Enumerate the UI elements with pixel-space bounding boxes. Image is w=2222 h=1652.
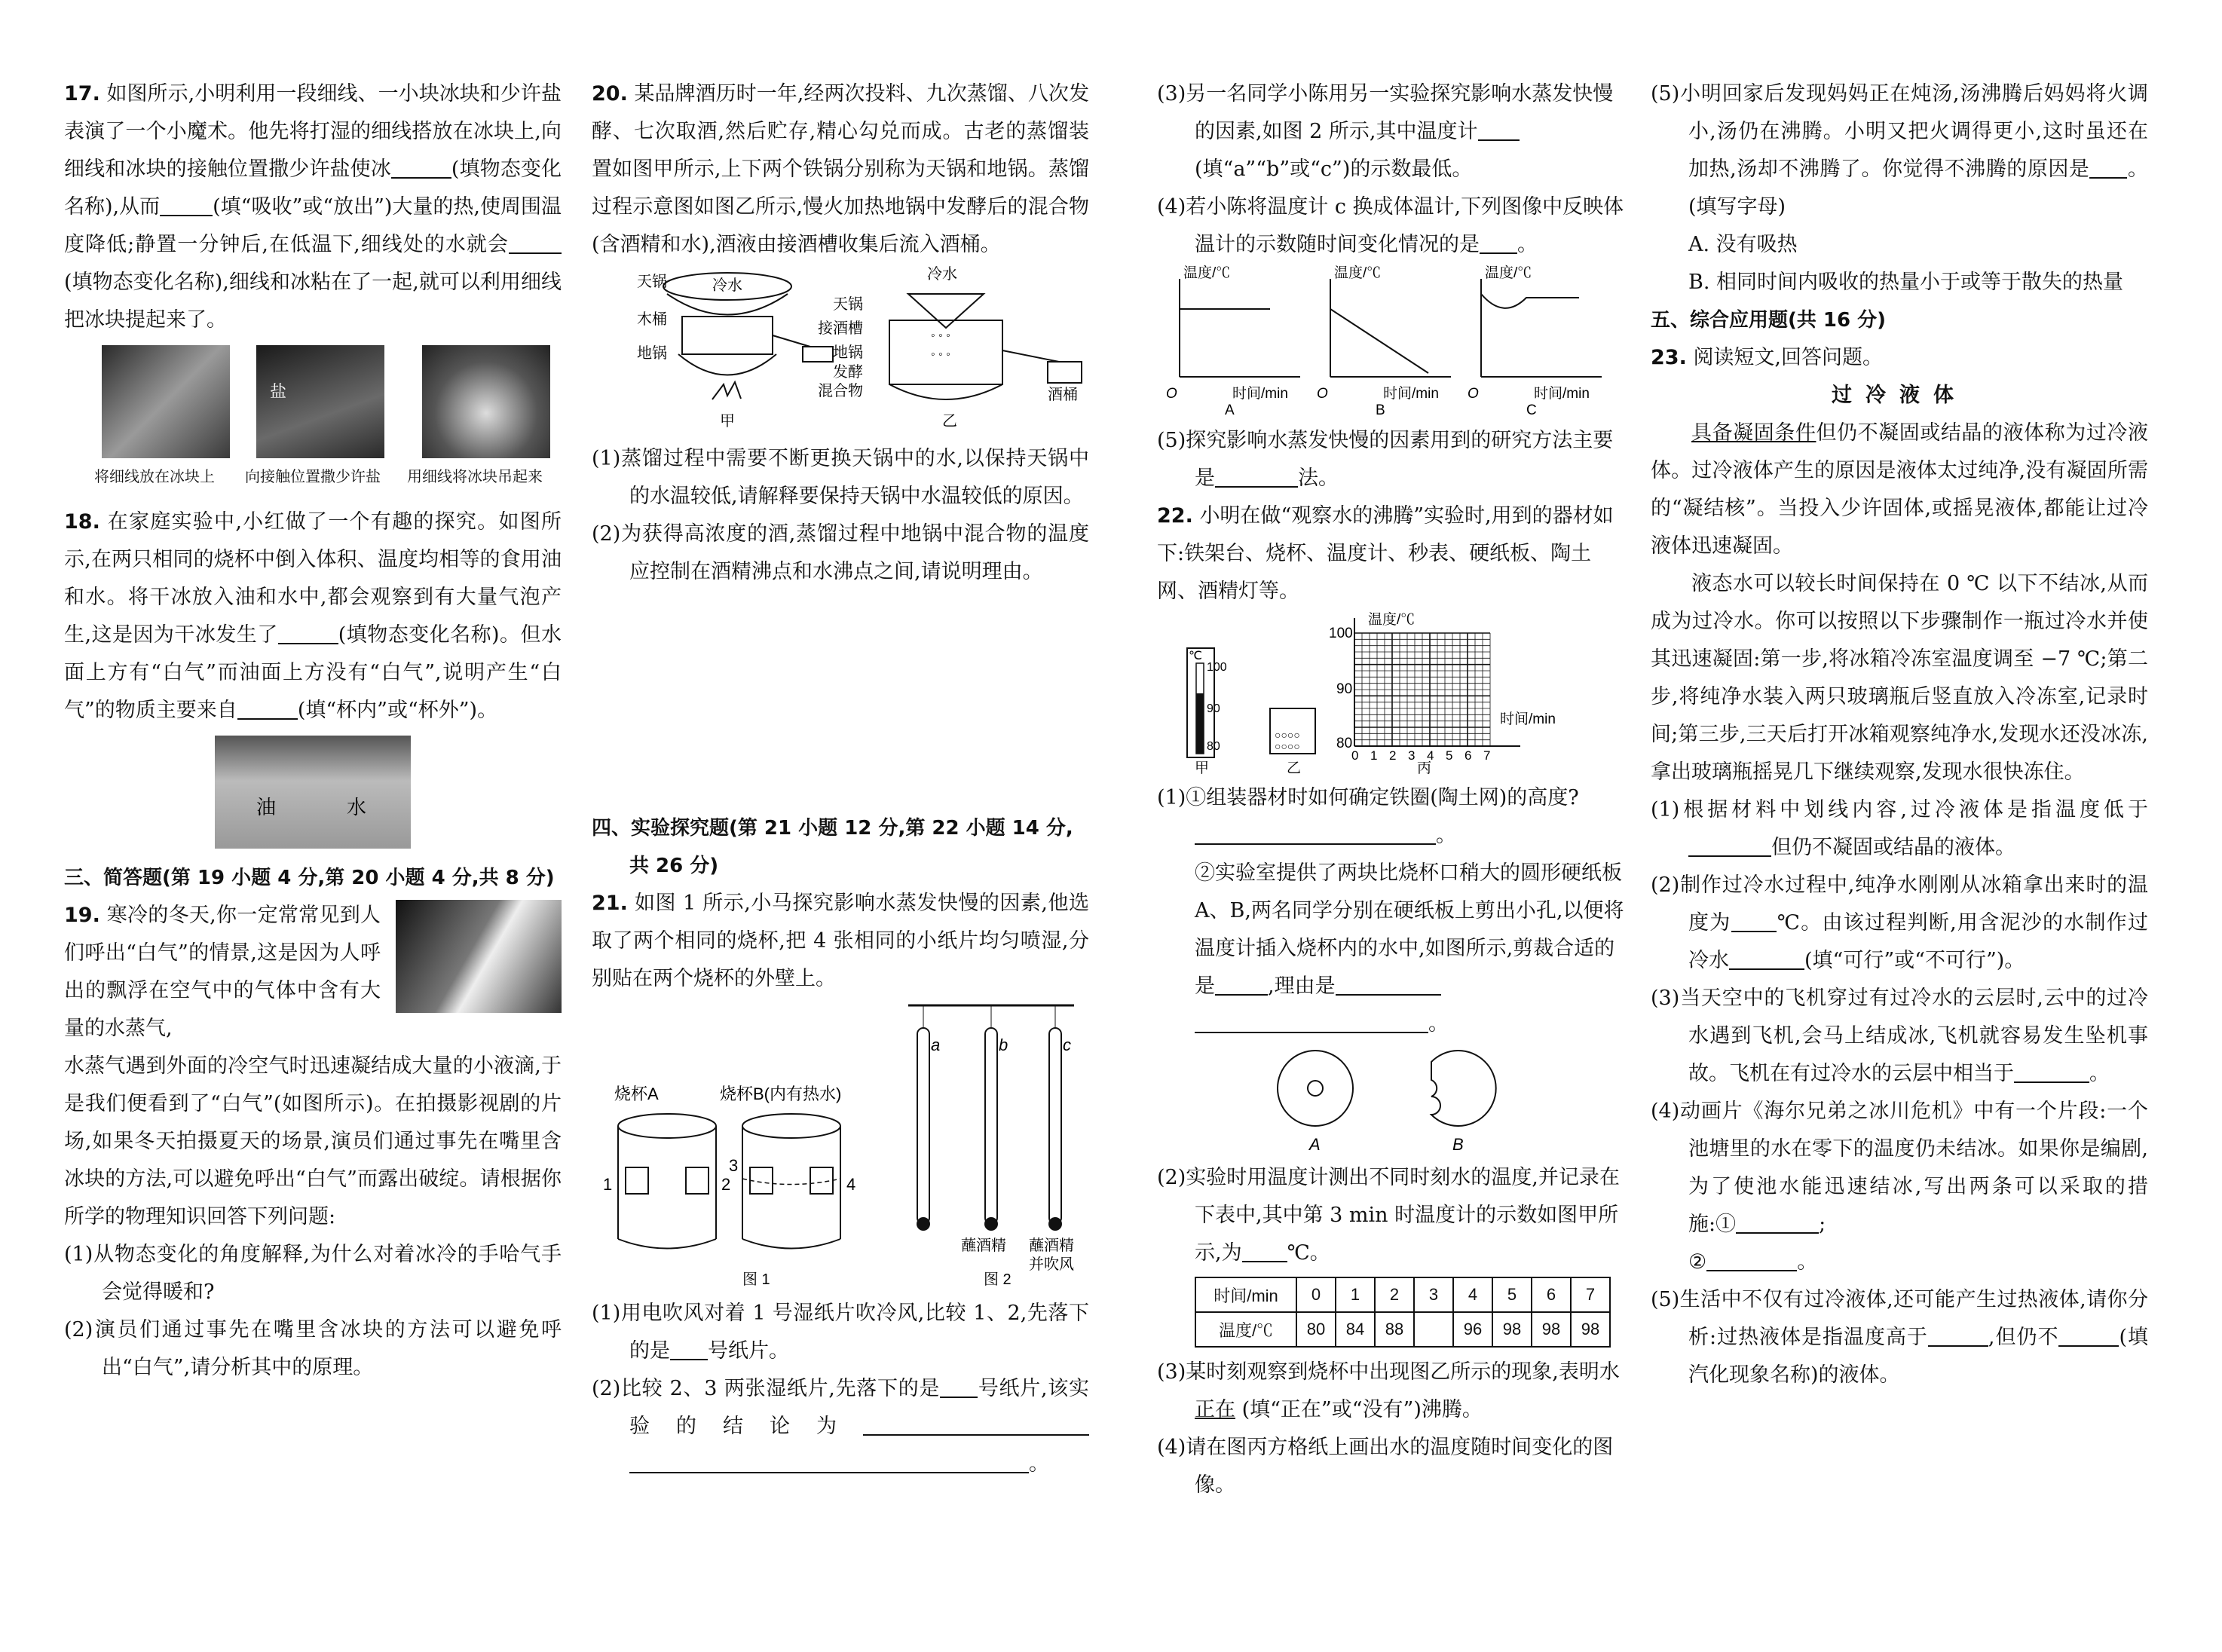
filled-answer: 正在 (1195, 1398, 1235, 1421)
label: 天锅 (833, 296, 863, 313)
q20-sub-2: (2)为获得高浓度的酒,蒸馏过程中地锅中混合物的温度应控制在酒精沸点和水沸点之间,请说明理由。 (592, 522, 1089, 583)
column-3 (1157, 75, 1624, 1504)
photo-caption: 用细线将冰块吊起来 (407, 467, 543, 485)
paper-2: 2 (721, 1175, 731, 1194)
underlined-text: 具备凝固条件 (1691, 421, 1816, 445)
q19-text-2: 水蒸气遇到外面的冷空气时迅速凝结成大量的小液滴,于是我们便看到了“白气”(如图所示)。在拍摄影视剧的片场,如果冬天拍摄夏天的场景,演员们通过事先在嘴里含冰块的方法,可以避免呼出“白气”而露出破绽。请根据你所学的物理知识回答下列问题: (64, 1054, 562, 1228)
table-cell: 7 (1571, 1277, 1610, 1312)
graph-a (1166, 265, 1300, 415)
tick: 90 (1336, 681, 1353, 697)
q21-sub-4 (1157, 188, 1624, 264)
axis-label: 温度/℃ (1368, 612, 1416, 628)
answer-blank[interactable] (1215, 463, 1298, 488)
origin: O (1317, 386, 1328, 402)
x-tick: 2 (1389, 748, 1397, 763)
cone-pot (908, 294, 984, 328)
table-cell: 5 (1492, 1277, 1532, 1312)
passage-para-2: 液态水可以较长时间保持在 0 ℃ 以下不结冰,从而成为过冷水。你可以按照以下步骤制作一瓶过冷水并使其迅速凝固:第一步,将冰箱冷冻室温度调至 −7 ℃;第二步,将纯净水装入两只玻璃瓶后竖直放入冷冻室,记录时间;第三步,三天后打开冰箱观察纯净水,发现水还没冰冻,拿出玻璃瓶摇晃几下继续观察,发现水很快冻住。 (1651, 572, 2148, 784)
question-number: 23. (1651, 346, 1687, 369)
axis-label: 时间/min (1232, 386, 1288, 402)
answer-blank[interactable] (160, 192, 213, 216)
q19-text (64, 897, 381, 1048)
paper-1: 1 (603, 1175, 613, 1194)
q21-sub-2-mid: 号纸片,该实验的结论为 (629, 1377, 1089, 1438)
origin: O (1166, 386, 1177, 402)
question-19 (64, 897, 562, 1387)
q22-text: 小明在做“观察水的沸腾”实验时,用到的器材如下:铁架台、烧杯、温度计、秒表、硬纸板、陶土网、酒精灯等。 (1157, 504, 1614, 603)
q21-sub-1-end: 号纸片。 (708, 1339, 789, 1363)
table-cell: 80 (1296, 1312, 1336, 1347)
temperature-table (1195, 1277, 1611, 1348)
answer-blank[interactable] (629, 1449, 1029, 1473)
question-23 (1651, 339, 2148, 377)
figure-label: 乙 (1287, 760, 1302, 776)
beaker-a-label: 烧杯A (614, 1085, 659, 1103)
q21-sub-3-text: (3)另一名同学小陈用另一实验探究影响水蒸发快慢的因素,如图 2 所示,其中温度计 (1157, 82, 1614, 143)
q22-sub-3-end: (填“正在”或“没有”)沸腾。 (1241, 1398, 1483, 1421)
question-20 (592, 75, 1089, 264)
oil-label: 油 (256, 797, 277, 819)
x-tick: 7 (1483, 748, 1491, 763)
question-number: 17. (64, 82, 100, 106)
q23-sub-4-text: (4)动画片《海尔兄弟之冰川危机》中有一个片段:一个池塘里的水在零下的温度仍未结冰。如果你是编剧,为了使池水能迅速结冰,写出两条可以采取的措施:① (1651, 1100, 2148, 1236)
answer-blank[interactable] (1215, 971, 1268, 996)
figure-label: 乙 (942, 413, 957, 430)
svg-text:◦ ◦ ◦: ◦ ◦ ◦ (931, 329, 950, 342)
tick: 100 (1329, 626, 1353, 641)
boiling-figure (1157, 610, 1624, 776)
answer-blank[interactable] (2058, 1323, 2119, 1347)
column-4 (1651, 75, 2148, 1394)
q23-sub-5 (1651, 1281, 2148, 1394)
figure-label: 甲 (720, 413, 735, 430)
q21-sub-1 (592, 1295, 1089, 1370)
table-row (1195, 1277, 1610, 1312)
label: 并吹风 (1029, 1256, 1074, 1273)
table-cell: 1 (1336, 1277, 1375, 1312)
question-number: 21. (592, 892, 628, 915)
photo-caption: 向接触位置撒少许盐 (245, 467, 381, 485)
q21-sub-3-end: (填“a”“b”或“c”)的示数最低。 (1195, 158, 1473, 181)
axis-label: 温度/℃ (1334, 265, 1382, 281)
water-label: 水 (347, 797, 367, 819)
label: 酒桶 (1048, 387, 1078, 403)
axis-label: 温度/℃ (1485, 265, 1532, 281)
answer-blank[interactable] (2014, 1059, 2089, 1083)
table-cell: 3 (1414, 1277, 1453, 1312)
q21-sub-3 (1157, 75, 1624, 188)
label: 混合物 (818, 383, 863, 399)
passage-title: 过冷液体 (1832, 384, 1967, 407)
label: 接酒槽 (818, 320, 863, 337)
q22-sub-5-text: (5)小明回家后发现妈妈正在炖汤,汤沸腾后妈妈将火调小,汤仍在沸腾。小明又把火调得更小,这时虽还在加热,汤却不沸腾了。你觉得不沸腾的原因是 (1651, 82, 2148, 181)
svg-text:◦ ◦ ◦: ◦ ◦ ◦ (931, 348, 950, 361)
disc-b (1431, 1051, 1496, 1126)
question-number: 20. (592, 82, 628, 106)
q23-sub-2 (1651, 867, 2148, 980)
table-header: 温度/℃ (1195, 1312, 1296, 1347)
period: 。 (1436, 824, 1456, 847)
label-b: b (999, 1036, 1008, 1054)
q23-sub-2-mid: ℃。由该过程判断,用含泥沙的水制作过冷水 (1688, 911, 2148, 972)
question-18 (64, 503, 562, 730)
tick: 90 (1207, 702, 1220, 715)
table-cell: 4 (1453, 1277, 1492, 1312)
circled-2: ② (1688, 1250, 1707, 1274)
option-label: B (1376, 402, 1385, 415)
paper-4: 4 (846, 1175, 856, 1194)
ice-photo-1 (102, 345, 230, 458)
q22-sub-2-text: (2)实验时用温度计测出不同时刻水的温度,并记录在下表中,其中第 3 min 时温度计的示数如图甲所示,为 (1157, 1166, 1620, 1265)
table-cell: 96 (1453, 1312, 1492, 1347)
option-label: C (1526, 402, 1537, 415)
q17-text-3: (填“吸收”或“放出”)大量的热,使周围温度降低;静置一分钟后,在低温下,细线处的水就会 (64, 195, 562, 256)
ice-photo-3 (422, 345, 550, 458)
period: 。 (2089, 1062, 2110, 1085)
q17-photos (64, 345, 562, 503)
answer-blank[interactable] (1688, 833, 1771, 857)
section-4-heading: 四、实验探究题(第 21 小题 12 分,第 22 小题 14 分,共 26 分) (592, 817, 1073, 877)
answer-blank[interactable] (1478, 117, 1520, 141)
column-2 (592, 75, 1089, 1483)
q20-sub-1: (1)蒸馏过程中需要不断更换天锅中的水,以保持天锅中的水温较低,请解释要保持天锅中水温较低的原因。 (592, 447, 1089, 508)
question-number: 22. (1157, 504, 1193, 528)
answer-blank[interactable] (391, 154, 451, 179)
temperature-grid (1354, 618, 1520, 746)
q22-sub-4: (4)请在图丙方格纸上画出水的温度随时间变化的图像。 (1157, 1436, 1614, 1497)
table-cell: 0 (1296, 1277, 1336, 1312)
option-a: A. 没有吸热 (1688, 233, 1798, 256)
q19-intro: 寒冷的冬天,你一定常常见到人们呼出“白气”的情景,这是因为人呼出的飘浮在空气中的气体中含有大量的水蒸气, (64, 904, 381, 1040)
x-tick: 1 (1370, 748, 1378, 763)
answer-blank[interactable] (237, 696, 298, 720)
x-tick: 6 (1464, 748, 1472, 763)
q18-text-2: (填物态变化名称)。但水面上方有“白气”而油面上方没有“白气”,说明产生“白气”的物质主要来自 (64, 623, 562, 722)
answer-blank[interactable] (863, 1412, 1089, 1436)
figure-label: 图 1 (742, 1271, 770, 1288)
q23-sub-2-text: (2)制作过冷水过程中,纯净水刚刚从冰箱拿出来时的温度为 (1651, 873, 2148, 935)
table-row (1195, 1312, 1610, 1347)
figure-label: 图 2 (984, 1271, 1012, 1288)
label: 蘸酒精 (961, 1237, 1006, 1254)
answer-blank[interactable] (1195, 1009, 1428, 1033)
question-number: 19. (64, 904, 100, 927)
q21-sub-4-text: (4)若小陈将温度计 c 换成体温计,下列图像中反映体温计的示数随时间变化情况的是 (1157, 195, 1624, 256)
axis-label: 温度/℃ (1183, 265, 1231, 281)
thermometer-c (1048, 1005, 1062, 1231)
answer-blank[interactable] (2089, 154, 2127, 179)
label-a: a (931, 1036, 941, 1054)
label: 冷水 (927, 266, 957, 283)
label: 蘸酒精 (1029, 1237, 1074, 1254)
semicolon: ; (1819, 1213, 1826, 1236)
q22-sub-3 (1157, 1354, 1624, 1429)
column-1 (64, 75, 562, 1387)
thermometer-b (984, 1005, 998, 1231)
label: 地锅 (637, 345, 667, 362)
salt-label: 盐 (270, 383, 287, 402)
axis-label: 时间/min (1383, 386, 1439, 402)
q21-sub-5-end: 法。 (1298, 467, 1339, 490)
answer-blank[interactable] (670, 1336, 708, 1360)
beaker-a (618, 1114, 716, 1249)
evaporation-figure (592, 998, 1089, 1292)
q17-text: 如图所示,小明利用一段细线、一小块冰块和少许盐表演了一个小魔术。他先将打湿的细线搭放在冰块上,向细线和冰块的接触位置撒少许盐使冰 (64, 82, 562, 181)
answer-blank[interactable] (1706, 1247, 1797, 1271)
q22-sub-1b-mid: ,理由是 (1268, 974, 1336, 998)
q21-text: 如图 1 所示,小马探究影响水蒸发快慢的因素,他选取了两个相同的烧杯,把 4 张相同的小纸片均匀喷湿,分别贴在两个烧杯的外壁上。 (592, 892, 1089, 990)
q22-sub-2-end: ℃。 (1287, 1241, 1330, 1265)
answer-blank[interactable] (1729, 946, 1804, 970)
distillation-figure (592, 264, 1089, 437)
tick: 80 (1336, 736, 1353, 751)
figure-label: 甲 (1195, 760, 1210, 776)
q22-sub-1b-text: ②实验室提供了两块比烧杯口稍大的圆形硬纸板 A、B,两名同学分别在硬纸板上剪出小孔,以便将温度计插入烧杯内的水中,如图所示,剪裁合适的是 (1195, 861, 1624, 998)
option-label: A (1225, 402, 1235, 415)
tick: 80 (1207, 740, 1220, 753)
axis-label: 时间/min (1534, 386, 1590, 402)
photo-caption: 将细线放在冰块上 (94, 467, 215, 485)
q21-sub-1-text: (1)用电吹风对着 1 号湿纸片吹冷风,比较 1、2,先落下的是 (592, 1302, 1089, 1363)
q22-sub-5 (1651, 75, 2148, 226)
q23-text: 阅读短文,回答问题。 (1693, 346, 1884, 369)
section-5-heading: 五、综合应用题(共 16 分) (1651, 309, 1887, 332)
table-cell: 98 (1532, 1312, 1571, 1347)
cardboard-discs (1157, 1043, 1624, 1156)
graph-b (1317, 265, 1451, 415)
section-3-heading: 三、简答题(第 19 小题 4 分,第 20 小题 4 分,共 8 分) (64, 867, 555, 889)
label-c: c (1063, 1036, 1071, 1054)
graph-c (1468, 265, 1602, 415)
answer-blank[interactable] (509, 230, 562, 254)
table-cell: 98 (1571, 1312, 1610, 1347)
q22-sub-1 (1157, 779, 1624, 855)
q23-sub-5-end: (填汽化现象名称)的液体。 (1688, 1326, 2148, 1387)
table-cell: 88 (1375, 1312, 1414, 1347)
q23-sub-1-text: (1)根据材料中划线内容,过冷液体是指温度低于 (1651, 798, 2148, 821)
period: 。 (1029, 1452, 1049, 1476)
x-tick: 3 (1408, 748, 1416, 763)
q22-sub-3-text: (3)某时刻观察到烧杯中出现图乙所示的现象,表明水 (1157, 1360, 1620, 1384)
q22-sub-1b (1157, 855, 1624, 1043)
q21-sub-2 (592, 1370, 1089, 1483)
q23-sub-5-mid: ,但仍不 (1988, 1326, 2059, 1349)
question-number: 18. (64, 510, 100, 534)
q23-sub-3 (1651, 980, 2148, 1093)
passage-para-1 (1651, 415, 2148, 565)
question-17 (64, 75, 562, 339)
ice-photo-2 (256, 345, 384, 458)
thermometer-graphs (1157, 264, 1624, 415)
q23-sub-2-end: (填“可行”或“不可行”)。 (1804, 949, 2025, 972)
answer-blank[interactable] (1928, 1323, 1988, 1347)
q21-sub-2-text: (2)比较 2、3 两张湿纸片,先落下的是 (592, 1377, 941, 1400)
q23-sub-1-end: 但仍不凝固或结晶的液体。 (1771, 836, 2015, 859)
figure-label: 丙 (1417, 760, 1432, 776)
beaker-b (742, 1114, 840, 1249)
paper-3: 3 (729, 1156, 739, 1175)
table-cell: 98 (1492, 1312, 1532, 1347)
q21-sub-5-text: (5)探究影响水蒸发快慢的因素用到的研究方法主要是 (1157, 429, 1614, 490)
q19-sub-2: (2)演员们通过事先在嘴里含冰块的方法可以避免呼出“白气”,请分析其中的原理。 (64, 1318, 562, 1379)
q21-sub-5 (1157, 422, 1624, 497)
answer-space (592, 591, 1089, 809)
answer-blank[interactable] (1242, 1238, 1287, 1262)
q17-text-2: (填物态变化名称),从而 (64, 158, 562, 219)
unit: ℃ (1189, 650, 1202, 662)
answer-blank[interactable] (1336, 971, 1441, 996)
period: 。 (1517, 233, 1538, 256)
q23-sub-3-text: (3)当天空中的飞机穿过有过冷水的云层时,云中的过冷水遇到飞机,会马上结成冰,飞机就容易发生坠机事故。飞机在有过冷水的云层中相当于 (1651, 987, 2148, 1085)
q22-sub-5-end: 。(填写字母) (1688, 158, 2148, 219)
x-tick: 0 (1351, 748, 1359, 763)
beakers-photo (215, 736, 411, 849)
disc-a (1278, 1051, 1353, 1126)
table-header: 时间/min (1195, 1277, 1296, 1312)
answer-blank[interactable] (278, 620, 338, 644)
x-tick: 4 (1427, 748, 1434, 763)
table-cell: 84 (1336, 1312, 1375, 1347)
q18-text: 在家庭实验中,小红做了一个有趣的探究。如图所示,在两只相同的烧杯中倒入体积、温度均相等的食用油和水。将干冰放入油和水中,都会观察到有大量气泡产生,这是因为干冰发生了 (64, 510, 562, 647)
label: 天锅 (637, 274, 667, 290)
label: 发酵 (833, 364, 863, 381)
period: 。 (1428, 1012, 1449, 1036)
q23-sub-4 (1651, 1093, 2148, 1281)
answer-blank[interactable] (1195, 821, 1436, 845)
q20-text: 某品牌酒历时一年,经两次投料、九次蒸馏、八次发酵、七次取酒,然后贮存,精心勾兑而成。古老的蒸馏装置如图甲所示,上下两个铁锅分别称为天锅和地锅。蒸馏过程示意图如图乙所示,慢火加热地锅中发酵后的混合物(含酒精和水),酒液由接酒槽收集后流入酒桶。 (592, 82, 1089, 256)
q18-text-3: (填“杯内”或“杯外”)。 (297, 699, 498, 722)
option-b: B. 相同时间内吸收的热量小于或等于散失的热量 (1688, 271, 2124, 294)
q22-sub-1-text: (1)①组装器材时如何确定铁圈(陶土网)的高度? (1157, 786, 1579, 809)
q22-sub-2 (1157, 1159, 1624, 1272)
answer-blank[interactable] (940, 1374, 978, 1398)
answer-blank[interactable] (1736, 1210, 1819, 1234)
beaker-b-label: 烧杯B(内有热水) (720, 1085, 842, 1103)
label: 地锅 (833, 344, 863, 361)
table-cell[interactable] (1414, 1312, 1453, 1347)
q17-text-4: (填物态变化名称),细线和冰粘在了一起,就可以利用细线把冰块提起来了。 (64, 271, 562, 332)
table-cell: 6 (1532, 1277, 1571, 1312)
answer-blank[interactable] (1731, 908, 1777, 932)
disc-b-label: B (1452, 1135, 1464, 1154)
period: 。 (1797, 1250, 1818, 1274)
para-1-text: 但仍不凝固或结晶的液体称为过冷液体。过冷液体产生的原因是液体太过纯净,没有凝固所需的“凝结核”。当投入少许固体,或摇晃液体,都能让过冷液体迅速凝固。 (1651, 421, 2149, 558)
breath-photo (396, 900, 562, 1013)
q23-sub-1 (1651, 791, 2148, 867)
x-tick: 5 (1446, 748, 1453, 763)
q23-sub-5-text: (5)生活中不仅有过冷液体,还可能产生过热液体,请你分析:过热液体是指温度高于 (1651, 1288, 2148, 1349)
disc-a-label: A (1309, 1135, 1321, 1154)
question-22 (1157, 497, 1624, 610)
q19-sub-1: (1)从物态变化的角度解释,为什么对着冰冷的手哈气手会觉得暖和? (64, 1243, 562, 1304)
question-21 (592, 885, 1089, 998)
svg-text:○○○○: ○○○○ (1275, 729, 1300, 741)
table-cell: 2 (1375, 1277, 1414, 1312)
axis-label: 时间/min (1500, 711, 1556, 727)
svg-text:○○○○: ○○○○ (1275, 740, 1300, 752)
label: 冷水 (712, 277, 742, 294)
thermometer-a (917, 1005, 930, 1231)
label: 木桶 (637, 311, 667, 328)
tick: 100 (1207, 661, 1227, 674)
answer-blank[interactable] (1480, 230, 1517, 254)
origin: O (1468, 386, 1479, 402)
